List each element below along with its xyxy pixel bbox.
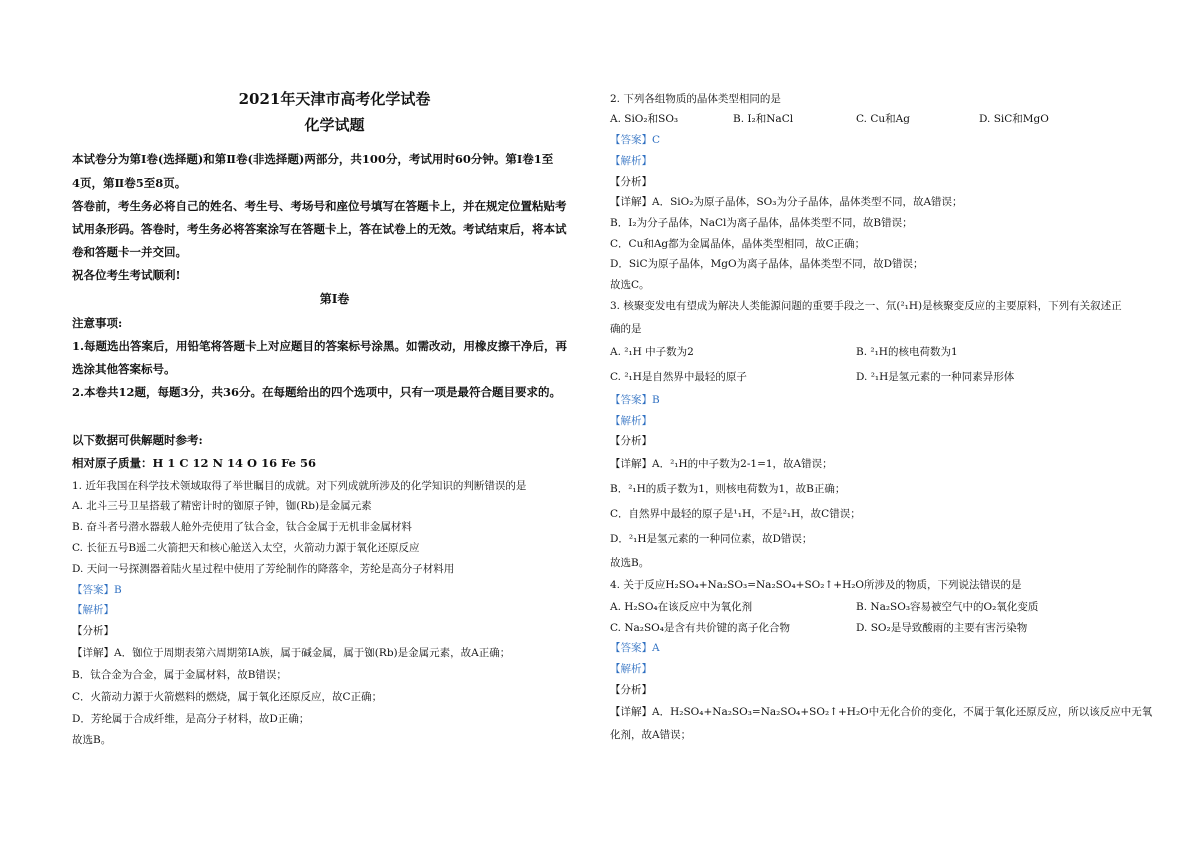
q2-stem: 2. 下列各组物质的晶体类型相同的是 [610, 93, 781, 105]
intro-line: 祝各位考生考试顺利! [72, 268, 181, 282]
q3-detail: D．²₁H是氢元素的一种同位素，故D错误； [610, 533, 813, 545]
q1-option-a: A. 北斗三号卫星搭载了精密计时的铷原子钟，铷(Rb)是金属元素 [72, 500, 372, 512]
q3-stem: 3. 核聚变发电有望成为解决人类能源问题的重要手段之一、氘(²₁H)是核聚变反应的主要原料，下列有关叙述正 [610, 300, 1122, 312]
section-heading: 第Ⅰ卷 [319, 292, 350, 306]
note-line: 选涂其他答案标号。 [72, 362, 176, 376]
intro-line: 卷和答题卡一并交回。 [72, 245, 187, 259]
q4-option-c: C. Na₂SO₄是含有共价键的离子化合物 [610, 622, 791, 634]
q4-option-b: B. Na₂SO₃容易被空气中的O₂氧化变质 [856, 601, 1039, 613]
q1-analysis-label: 【解析】 [72, 604, 114, 616]
q2-analysis-label: 【解析】 [610, 155, 652, 167]
q4-analysis-label: 【解析】 [610, 663, 652, 675]
q1-detail: C．火箭动力源于火箭燃料的燃烧，属于氧化还原反应，故C正确； [72, 691, 383, 703]
q3-detail: B．²₁H的质子数为1，则核电荷数为1，故B正确； [610, 483, 846, 495]
q1-conclusion: 故选B。 [72, 734, 112, 746]
q1-detail: D．芳纶属于合成纤维，是高分子材料，故D正确； [72, 713, 310, 725]
note-line: 1.每题选出答案后，用铅笔将答题卡上对应题目的答案标号涂黑。如需改动，用橡皮擦干净后，再 [72, 339, 568, 353]
q4-answer: 【答案】A [610, 642, 660, 654]
q4-option-d: D. SO₂是导致酸雨的主要有害污染物 [856, 622, 1028, 634]
q2-option-a: A. SiO₂和SO₃ [610, 113, 679, 125]
q3-conclusion: 故选B。 [610, 557, 650, 569]
q2-option-b: B. I₂和NaCl [733, 113, 794, 125]
q2-answer: 【答案】C [610, 134, 661, 146]
q2-detail: B．I₂为分子晶体，NaCl为离子晶体，晶体类型不同，故B错误； [610, 217, 913, 229]
q4-fenxi-label: 【分析】 [610, 684, 652, 696]
q3-analysis-label: 【解析】 [610, 415, 652, 427]
q2-option-d: D. SiC和MgO [979, 113, 1049, 125]
data-title: 以下数据可供解题时参考: [72, 433, 203, 447]
q4-option-a: A. H₂SO₄在该反应中为氧化剂 [610, 601, 753, 613]
exam-title: 2021年天津市高考化学试卷 [238, 90, 431, 108]
q3-stem: 确的是 [610, 323, 642, 335]
note-line: 2.本卷共12题，每题3分，共36分。在每题给出的四个选项中，只有一项是最符合题目要求的。 [72, 385, 562, 399]
q2-detail: 【详解】A．SiO₂为原子晶体，SO₃为分子晶体，晶体类型不同，故A错误； [610, 196, 963, 208]
q1-option-d: D. 天问一号探测器着陆火星过程中使用了芳纶制作的降落伞，芳纶是高分子材料用 [72, 563, 455, 575]
q1-detail: B．钛合金为合金，属于金属材料，故B错误； [72, 669, 287, 681]
q1-detail: 【详解】A．铷位于周期表第六周期第ⅠA族，属于碱金属，属于铷(Rb)是金属元素，故A正确； [72, 647, 511, 659]
intro-line: 答卷前，考生务必将自己的姓名、考生号、考场号和座位号填写在答题卡上，并在规定位置粘贴考 [72, 199, 567, 213]
intro-line: 试用条形码。答卷时，考生务必将答案涂写在答题卡上，答在试卷上的无效。考试结束后，将本试 [72, 222, 567, 236]
q1-option-c: C. 长征五号B遥二火箭把天和核心舱送入太空，火箭动力源于氧化还原反应 [72, 542, 420, 554]
q3-detail: 【详解】A．²₁H的中子数为2-1=1，故A错误； [610, 458, 833, 470]
q3-answer: 【答案】B [610, 394, 660, 406]
atomic-mass: 相对原子质量：H 1 C 12 N 14 O 16 Fe 56 [72, 456, 316, 470]
notes-title: 注意事项: [72, 316, 123, 330]
q4-detail: 【详解】A．H₂SO₄+Na₂SO₃=Na₂SO₄+SO₂↑+H₂O中无化合价的变化，不属于氧化还原反应，所以该反应中无氧 [610, 706, 1153, 718]
q3-fenxi-label: 【分析】 [610, 435, 652, 447]
q1-answer: 【答案】B [72, 584, 122, 596]
q3-option-d: D. ²₁H是氢元素的一种同素异形体 [856, 371, 1015, 383]
q4-detail: 化剂，故A错误； [610, 729, 692, 741]
q2-fenxi-label: 【分析】 [610, 176, 652, 188]
q3-option-b: B. ²₁H的核电荷数为1 [856, 346, 958, 358]
exam-subtitle: 化学试题 [304, 116, 365, 134]
intro-line: 本试卷分为第Ⅰ卷(选择题)和第Ⅱ卷(非选择题)两部分，共100分，考试用时60分钟。第Ⅰ卷1至 [72, 152, 554, 166]
q1-fenxi-label: 【分析】 [72, 625, 114, 637]
intro-line: 4页，第Ⅱ卷5至8页。 [72, 176, 187, 190]
q2-detail: C．Cu和Ag都为金属晶体，晶体类型相同，故C正确； [610, 238, 866, 250]
q2-option-c: C. Cu和Ag [856, 113, 910, 125]
q3-detail: C．自然界中最轻的原子是¹₁H，不是²₁H，故C错误； [610, 508, 861, 520]
q2-conclusion: 故选C。 [610, 279, 650, 291]
q4-stem: 4. 关于反应H₂SO₄+Na₂SO₃=Na₂SO₄+SO₂↑+H₂O所涉及的物质，下列说法错误的是 [610, 579, 1022, 591]
q2-detail: D．SiC为原子晶体，MgO为离子晶体，晶体类型不同，故D错误； [610, 258, 924, 270]
q3-option-c: C. ²₁H是自然界中最轻的原子 [610, 371, 747, 383]
q3-option-a: A. ²₁H 中子数为2 [610, 346, 694, 358]
q1-option-b: B. 奋斗者号潜水器载人舱外壳使用了钛合金，钛合金属于无机非金属材料 [72, 521, 412, 533]
q1-stem: 1. 近年我国在科学技术领域取得了举世瞩目的成就。对下列成就所涉及的化学知识的判断错误的是 [72, 480, 527, 492]
